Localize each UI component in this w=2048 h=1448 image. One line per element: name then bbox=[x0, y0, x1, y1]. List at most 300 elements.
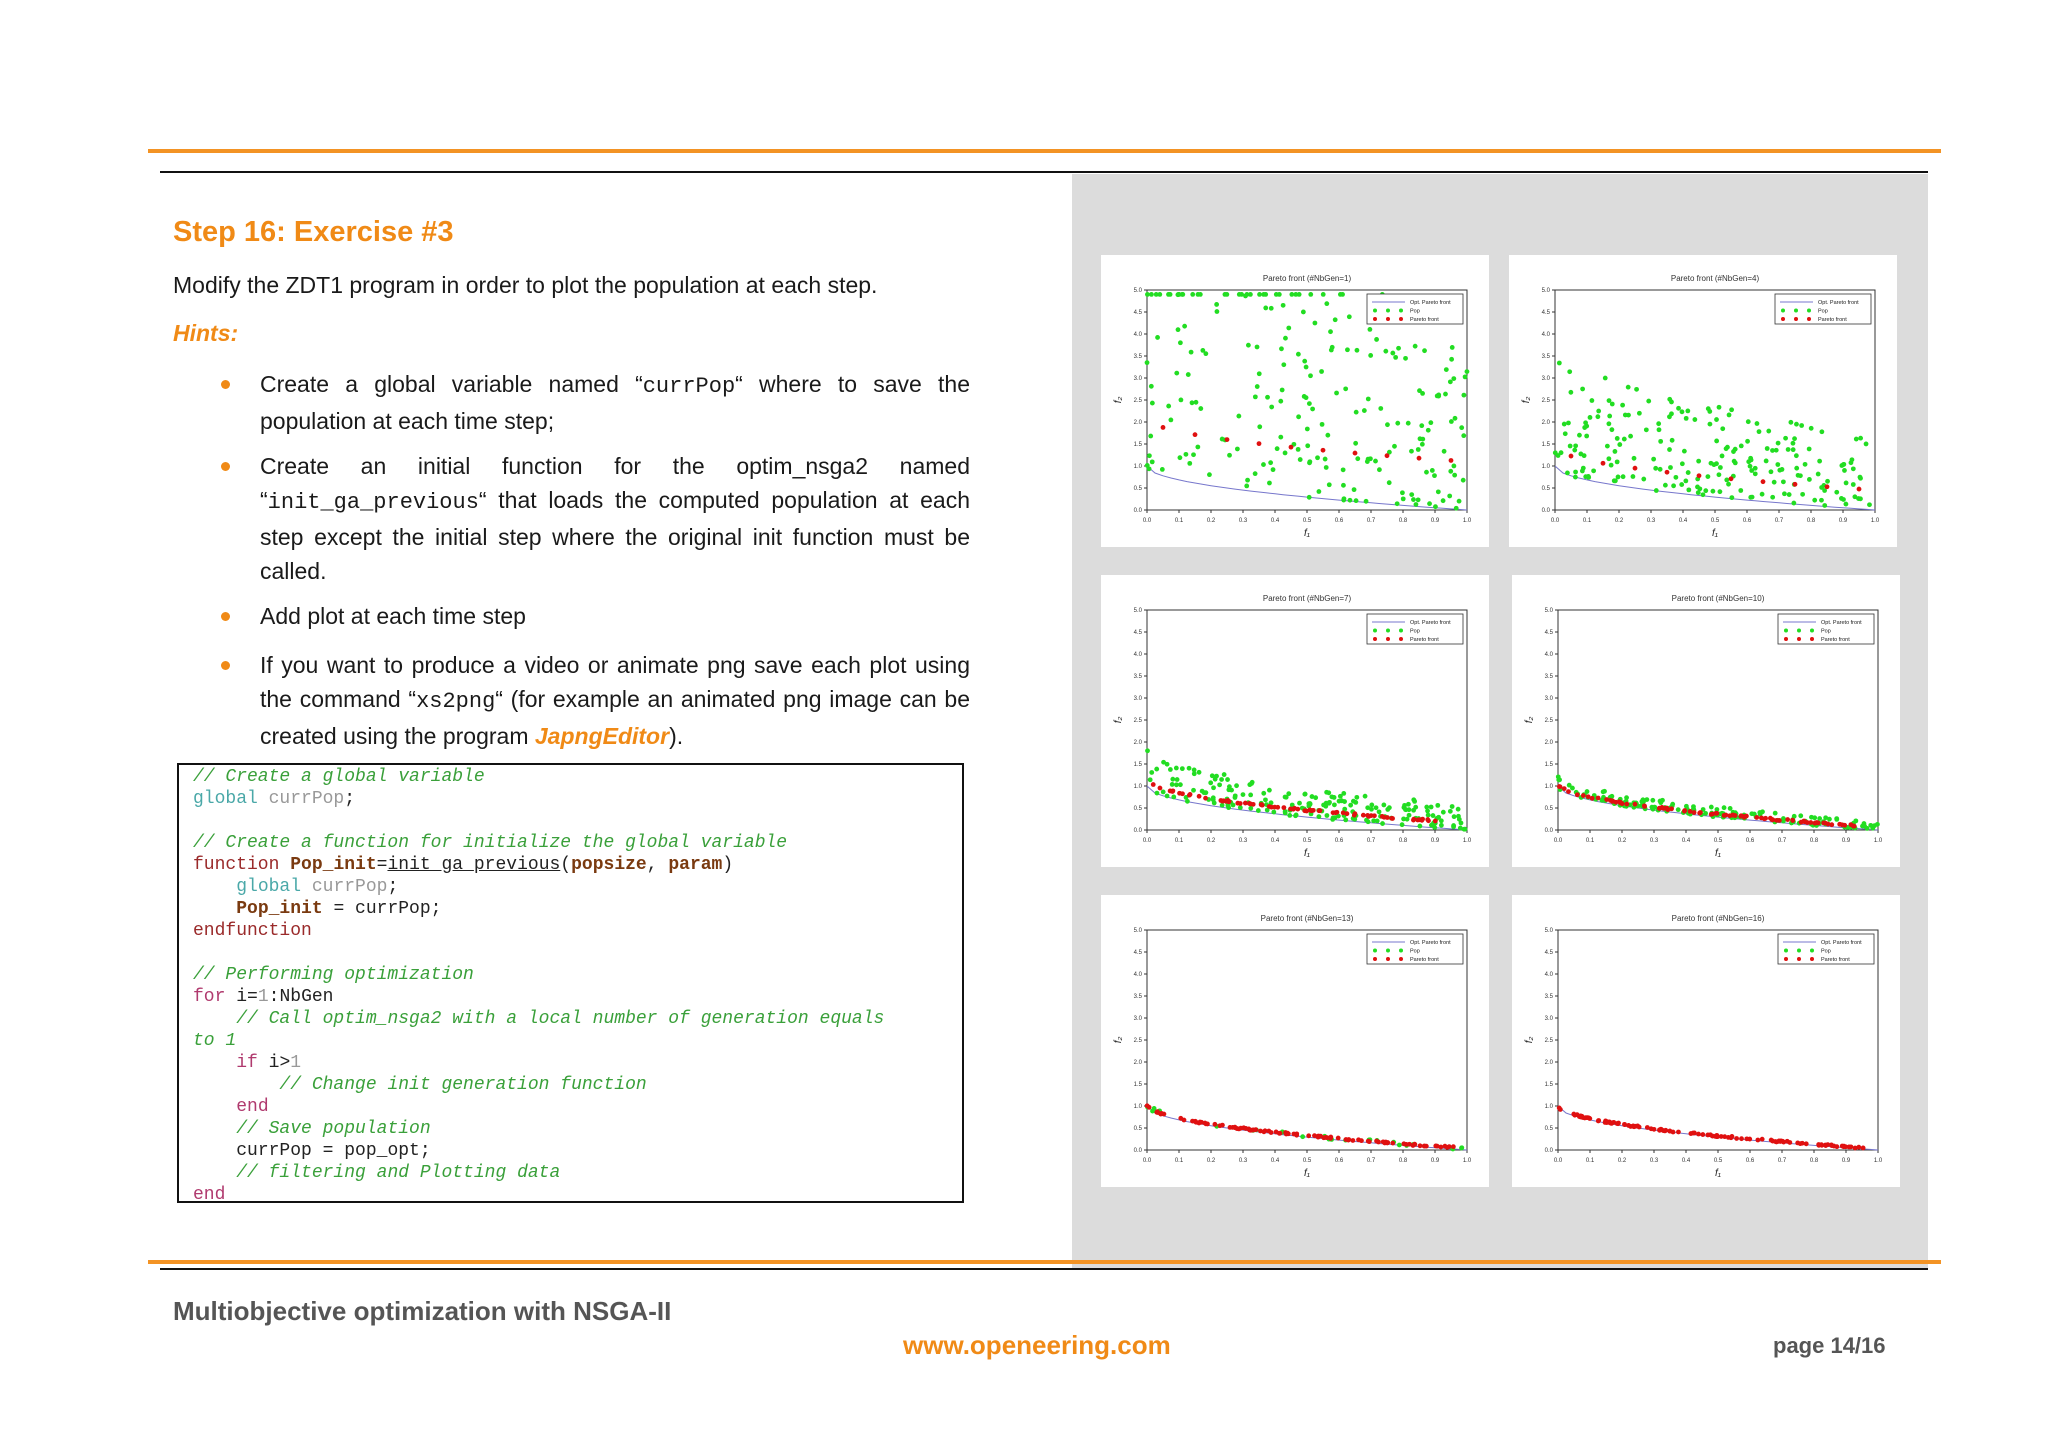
pop-point bbox=[1436, 489, 1441, 494]
pareto-point bbox=[1235, 1126, 1240, 1131]
pop-point bbox=[1145, 360, 1150, 365]
pareto-plot-gen-16 bbox=[1512, 895, 1900, 1187]
y-tick-label: 2.5 bbox=[1541, 398, 1550, 404]
pop-point bbox=[1416, 497, 1421, 502]
pareto-point bbox=[1225, 437, 1230, 442]
pop-point bbox=[1816, 472, 1821, 477]
pop-point bbox=[1430, 468, 1435, 473]
hints-label: Hints: bbox=[173, 320, 239, 346]
pop-point bbox=[1748, 464, 1753, 469]
legend-swatch bbox=[1807, 309, 1811, 313]
x-tick-label: 0.5 bbox=[1713, 1158, 1723, 1164]
legend-label: Pareto front bbox=[1410, 317, 1439, 323]
pop-point bbox=[1255, 384, 1260, 389]
pop-point bbox=[1798, 813, 1803, 818]
pop-point bbox=[1189, 350, 1194, 355]
y-tick-label: 1.0 bbox=[1133, 464, 1142, 470]
x-tick-label: 1.0 bbox=[1462, 838, 1472, 844]
pop-point bbox=[1310, 407, 1315, 412]
pop-point bbox=[1180, 292, 1185, 297]
y-tick-label: 0.0 bbox=[1541, 508, 1550, 514]
header-orange-rule bbox=[148, 149, 1941, 153]
pop-point bbox=[1319, 369, 1324, 374]
pop-point bbox=[1812, 815, 1817, 820]
pop-point bbox=[1234, 783, 1239, 788]
pop-point bbox=[1684, 804, 1689, 809]
y-tick-label: 3.0 bbox=[1544, 696, 1553, 702]
pareto-svg bbox=[1101, 895, 1489, 1187]
legend-swatch bbox=[1386, 317, 1390, 321]
x-tick-label: 0.0 bbox=[1550, 518, 1560, 524]
pareto-svg bbox=[1509, 255, 1897, 547]
pop-point bbox=[1456, 807, 1461, 812]
x-tick-label: 1.0 bbox=[1873, 1158, 1883, 1164]
pareto-point bbox=[1333, 810, 1338, 815]
pop-point bbox=[1304, 395, 1309, 400]
y-tick-label: 2.0 bbox=[1133, 1060, 1142, 1066]
pareto-point bbox=[1278, 1131, 1283, 1136]
pop-point bbox=[1654, 488, 1659, 493]
pop-point bbox=[1621, 474, 1626, 479]
pareto-point bbox=[1734, 1136, 1739, 1141]
pop-point bbox=[1770, 495, 1775, 500]
pop-point bbox=[1807, 477, 1812, 482]
x-tick-label: 0.5 bbox=[1710, 518, 1720, 524]
pareto-point bbox=[1203, 796, 1208, 801]
pareto-point bbox=[1197, 794, 1202, 799]
pop-point bbox=[1296, 352, 1301, 357]
y-tick-label: 2.5 bbox=[1133, 1038, 1142, 1044]
pareto-point bbox=[1321, 448, 1326, 453]
pop-point bbox=[1155, 791, 1160, 796]
pop-point bbox=[1652, 805, 1657, 810]
pareto-point bbox=[1262, 1129, 1267, 1134]
pop-point bbox=[1368, 353, 1373, 358]
y-tick-label: 1.5 bbox=[1544, 762, 1553, 768]
pop-point bbox=[1283, 336, 1288, 341]
x-tick-label: 0.4 bbox=[1270, 518, 1280, 524]
legend-swatch bbox=[1399, 317, 1403, 321]
pop-point bbox=[1637, 411, 1642, 416]
legend-swatch bbox=[1373, 957, 1377, 961]
pareto-point bbox=[1808, 820, 1813, 825]
pareto-plot-gen-1 bbox=[1101, 255, 1489, 547]
pareto-point bbox=[1755, 1138, 1760, 1143]
pop-point bbox=[1203, 351, 1208, 356]
pop-point bbox=[1278, 435, 1283, 440]
pop-point bbox=[1572, 448, 1577, 453]
plot-title: Pareto front (#NbGen=4) bbox=[1670, 274, 1760, 283]
y-tick-label: 1.5 bbox=[1544, 1082, 1553, 1088]
pop-point bbox=[1844, 481, 1849, 486]
pop-point bbox=[1286, 791, 1291, 796]
pareto-point bbox=[1731, 813, 1736, 818]
pop-point bbox=[1595, 414, 1600, 419]
pareto-point bbox=[1842, 823, 1847, 828]
y-tick-label: 3.0 bbox=[1544, 1016, 1553, 1022]
pareto-point bbox=[1781, 1140, 1786, 1145]
pop-point bbox=[1395, 501, 1400, 506]
pop-point bbox=[1313, 321, 1318, 326]
pop-point bbox=[1325, 433, 1330, 438]
y-tick-label: 4.5 bbox=[1544, 630, 1553, 636]
x-tick-label: 1.0 bbox=[1870, 518, 1880, 524]
pop-point bbox=[1757, 429, 1762, 434]
pop-point bbox=[1613, 449, 1618, 454]
pareto-point bbox=[1253, 1127, 1258, 1132]
pop-point bbox=[1148, 777, 1153, 782]
x-tick-label: 0.4 bbox=[1270, 1158, 1280, 1164]
pareto-point bbox=[1359, 1138, 1364, 1143]
pop-point bbox=[1686, 487, 1691, 492]
legend-label: Opt. Pareto front bbox=[1821, 940, 1862, 946]
pop-point bbox=[1195, 445, 1200, 450]
y-tick-label: 2.0 bbox=[1133, 420, 1142, 426]
pareto-point bbox=[1286, 1131, 1291, 1136]
pareto-point bbox=[1411, 818, 1416, 823]
pop-point bbox=[1354, 795, 1359, 800]
pop-point bbox=[1265, 395, 1270, 400]
pop-point bbox=[1289, 292, 1294, 297]
pop-point bbox=[1798, 473, 1803, 478]
pareto-point bbox=[1193, 1119, 1198, 1124]
pop-point bbox=[1305, 427, 1310, 432]
pop-point bbox=[1765, 446, 1770, 451]
pop-point bbox=[1603, 376, 1608, 381]
pop-point bbox=[1393, 355, 1398, 360]
pop-point bbox=[1451, 376, 1456, 381]
pop-point bbox=[1817, 816, 1822, 821]
y-tick-label: 2.0 bbox=[1133, 740, 1142, 746]
pareto-point bbox=[1269, 1130, 1274, 1135]
pop-point bbox=[1269, 306, 1274, 311]
pop-point bbox=[1718, 465, 1723, 470]
pop-point bbox=[1302, 359, 1307, 364]
pop-point bbox=[1413, 805, 1418, 810]
pop-point bbox=[1353, 441, 1358, 446]
pop-point bbox=[1304, 365, 1309, 370]
x-tick-label: 1.0 bbox=[1462, 518, 1472, 524]
pareto-point bbox=[1596, 1119, 1601, 1124]
y-tick-label: 2.5 bbox=[1544, 718, 1553, 724]
pareto-point bbox=[1151, 782, 1156, 787]
pareto-point bbox=[1417, 817, 1422, 822]
plot-title: Pareto front (#NbGen=16) bbox=[1671, 914, 1765, 923]
pop-point bbox=[1842, 468, 1847, 473]
pop-point bbox=[1834, 817, 1839, 822]
pareto-point bbox=[1722, 813, 1727, 818]
pop-point bbox=[1449, 357, 1454, 362]
pareto-point bbox=[1336, 1136, 1341, 1141]
pareto-point bbox=[1569, 454, 1574, 459]
code-init-ga-previous: init_ga_previous bbox=[267, 490, 479, 515]
pareto-point bbox=[1834, 1144, 1839, 1149]
pareto-point bbox=[1614, 800, 1619, 805]
hint-bullet-4: If you want to produce a video or animate png save each plot using the command “xs2png“ (for example an animated png image can be created using the program JapngEditor). bbox=[260, 648, 970, 753]
pop-point bbox=[1696, 459, 1701, 464]
pareto-point bbox=[1841, 1144, 1846, 1149]
pop-point bbox=[1447, 494, 1452, 499]
pop-point bbox=[1584, 434, 1589, 439]
pop-point bbox=[1387, 805, 1392, 810]
pop-point bbox=[1568, 444, 1573, 449]
legend-swatch bbox=[1784, 637, 1788, 641]
x-tick-label: 0.9 bbox=[1838, 518, 1848, 524]
y-tick-label: 0.0 bbox=[1544, 1148, 1553, 1154]
pop-point bbox=[1263, 306, 1268, 311]
pareto-point bbox=[1382, 815, 1387, 820]
pop-point bbox=[1858, 436, 1863, 441]
pareto-point bbox=[1161, 425, 1166, 430]
pareto-point bbox=[1205, 1122, 1210, 1127]
pop-point bbox=[1658, 467, 1663, 472]
pop-point bbox=[1297, 801, 1302, 806]
pareto-point bbox=[1633, 802, 1638, 807]
pop-point bbox=[1772, 480, 1777, 485]
legend-swatch bbox=[1399, 957, 1403, 961]
pop-point bbox=[1174, 766, 1179, 771]
pareto-plot-gen-4 bbox=[1509, 255, 1897, 547]
pop-point bbox=[1403, 356, 1408, 361]
pareto-point bbox=[1562, 786, 1567, 791]
pareto-point bbox=[1435, 1144, 1440, 1149]
pop-point bbox=[1184, 452, 1189, 457]
pop-point bbox=[1229, 788, 1234, 793]
pop-point bbox=[1354, 498, 1359, 503]
y-tick-label: 0.0 bbox=[1133, 508, 1142, 514]
pop-point bbox=[1717, 405, 1722, 410]
pop-point bbox=[1307, 401, 1312, 406]
x-tick-label: 0.2 bbox=[1206, 1158, 1216, 1164]
pop-point bbox=[1718, 489, 1723, 494]
pop-point bbox=[1755, 421, 1760, 426]
legend-label: Pareto front bbox=[1821, 957, 1850, 963]
pop-point bbox=[1377, 809, 1382, 814]
pop-point bbox=[1419, 423, 1424, 428]
plot-legend bbox=[1367, 294, 1463, 324]
pop-point bbox=[1817, 459, 1822, 464]
pop-point bbox=[1411, 497, 1416, 502]
pareto-point bbox=[1318, 808, 1323, 813]
pop-point bbox=[1374, 805, 1379, 810]
pareto-point bbox=[1425, 817, 1430, 822]
pop-point bbox=[1226, 805, 1231, 810]
pop-point bbox=[1663, 483, 1668, 488]
pop-point bbox=[1557, 361, 1562, 366]
pop-point bbox=[1427, 501, 1432, 506]
pareto-point bbox=[1306, 1133, 1311, 1138]
pop-point bbox=[1858, 496, 1863, 501]
pareto-point bbox=[1660, 805, 1665, 810]
pop-point bbox=[1406, 802, 1411, 807]
pop-point bbox=[1685, 408, 1690, 413]
legend-label: Pop bbox=[1410, 628, 1420, 635]
pop-point bbox=[1330, 817, 1335, 822]
legend-label: Pop bbox=[1821, 948, 1831, 955]
pop-point bbox=[1676, 807, 1681, 812]
pop-point bbox=[1343, 386, 1348, 391]
pop-point bbox=[1308, 292, 1313, 297]
x-axis-label: f₁ bbox=[1304, 528, 1310, 539]
pop-point bbox=[1623, 413, 1628, 418]
pareto-point bbox=[1754, 815, 1759, 820]
pareto-point bbox=[1309, 808, 1314, 813]
pop-point bbox=[1463, 827, 1468, 832]
pareto-point bbox=[1662, 1128, 1667, 1133]
pop-point bbox=[1671, 483, 1676, 488]
pop-point bbox=[1452, 473, 1457, 478]
pop-point bbox=[1722, 805, 1727, 810]
pop-point bbox=[1844, 502, 1849, 507]
legend-swatch bbox=[1784, 629, 1788, 633]
plot-title: Pareto front (#NbGen=7) bbox=[1262, 594, 1352, 603]
pareto-point bbox=[1829, 822, 1834, 827]
pareto-point bbox=[1295, 807, 1300, 812]
pop-point bbox=[1166, 292, 1171, 297]
pop-point bbox=[1591, 468, 1596, 473]
legend-label: Opt. Pareto front bbox=[1410, 620, 1451, 626]
legend-swatch bbox=[1373, 637, 1377, 641]
pop-point bbox=[1261, 462, 1266, 467]
pop-point bbox=[1334, 391, 1339, 396]
pop-point bbox=[1294, 813, 1299, 818]
x-tick-label: 0.9 bbox=[1841, 1158, 1851, 1164]
legend-swatch bbox=[1386, 637, 1390, 641]
x-tick-label: 0.7 bbox=[1366, 518, 1376, 524]
x-tick-label: 0.4 bbox=[1681, 1158, 1691, 1164]
pop-point bbox=[1417, 388, 1422, 393]
pop-point bbox=[1436, 394, 1441, 399]
pop-point bbox=[1429, 805, 1434, 810]
pareto-point bbox=[1304, 809, 1309, 814]
pareto-point bbox=[1445, 1145, 1450, 1150]
y-axis-label: f₂ bbox=[1113, 396, 1124, 404]
pop-point bbox=[1315, 455, 1320, 460]
pop-point bbox=[1406, 421, 1411, 426]
pareto-point bbox=[1657, 1127, 1662, 1132]
pop-point bbox=[1624, 795, 1629, 800]
pop-point bbox=[1782, 491, 1787, 496]
legend-swatch bbox=[1399, 629, 1403, 633]
pareto-point bbox=[1193, 432, 1198, 437]
pop-point bbox=[1281, 303, 1286, 308]
pop-point bbox=[1341, 498, 1346, 503]
japngeditor-link[interactable]: JapngEditor bbox=[534, 723, 670, 749]
pop-point bbox=[1422, 348, 1427, 353]
x-tick-label: 0.1 bbox=[1174, 1158, 1184, 1164]
pop-point bbox=[1733, 447, 1738, 452]
pop-point bbox=[1658, 799, 1663, 804]
pop-point bbox=[1703, 488, 1708, 493]
legend-label: Pareto front bbox=[1410, 637, 1439, 643]
pop-point bbox=[1586, 474, 1591, 479]
pareto-point bbox=[1760, 1137, 1765, 1142]
pop-point bbox=[1396, 346, 1401, 351]
pop-point bbox=[1631, 474, 1636, 479]
pop-point bbox=[1301, 310, 1306, 315]
pop-point bbox=[1732, 459, 1737, 464]
pop-point bbox=[1667, 397, 1672, 402]
pareto-point bbox=[1607, 1120, 1612, 1125]
pop-point bbox=[1443, 392, 1448, 397]
pop-point bbox=[1191, 452, 1196, 457]
y-axis-label: f₂ bbox=[1524, 1036, 1535, 1044]
pop-point bbox=[1145, 748, 1150, 753]
pareto-point bbox=[1861, 1146, 1866, 1151]
pop-point bbox=[1305, 443, 1310, 448]
pop-point bbox=[1834, 490, 1839, 495]
pareto-point bbox=[1344, 1137, 1349, 1142]
pop-point bbox=[1414, 502, 1419, 507]
hint-bullet-3: Add plot at each time step bbox=[260, 599, 970, 633]
pareto-point bbox=[1272, 805, 1277, 810]
pop-point bbox=[1147, 466, 1152, 471]
pop-point bbox=[1632, 456, 1637, 461]
pop-point bbox=[1616, 475, 1621, 480]
pareto-point bbox=[1601, 461, 1606, 466]
pop-point bbox=[1582, 425, 1587, 430]
pop-point bbox=[1149, 292, 1154, 297]
pop-point bbox=[1841, 462, 1846, 467]
y-tick-label: 0.5 bbox=[1541, 486, 1550, 492]
pop-point bbox=[1851, 466, 1856, 471]
intro-text: Modify the ZDT1 program in order to plot the population at each step. bbox=[173, 272, 878, 298]
pop-point bbox=[1227, 453, 1232, 458]
pop-point bbox=[1872, 823, 1877, 828]
pop-point bbox=[1764, 459, 1769, 464]
x-tick-label: 0.2 bbox=[1206, 838, 1216, 844]
hint-bullet-2: Create an initial function for the optim_nsga2 named “init_ga_previous“ that loads the computed population at each step except the initial step where the original init function must be called. bbox=[260, 449, 970, 588]
pareto-plot-gen-7 bbox=[1101, 575, 1489, 867]
y-tick-label: 3.5 bbox=[1544, 994, 1553, 1000]
pareto-point bbox=[1221, 798, 1226, 803]
pop-point bbox=[1257, 292, 1262, 297]
x-tick-label: 1.0 bbox=[1462, 1158, 1472, 1164]
pop-point bbox=[1626, 385, 1631, 390]
pop-point bbox=[1401, 496, 1406, 501]
pop-point bbox=[1233, 795, 1238, 800]
y-tick-label: 0.5 bbox=[1544, 1126, 1553, 1132]
pareto-svg bbox=[1101, 575, 1489, 867]
pop-point bbox=[1257, 371, 1262, 376]
legend-label: Pareto front bbox=[1410, 957, 1439, 963]
pareto-point bbox=[1624, 802, 1629, 807]
pop-point bbox=[1241, 792, 1246, 797]
x-tick-label: 0.6 bbox=[1742, 518, 1752, 524]
pop-point bbox=[1154, 767, 1159, 772]
footer-url[interactable]: www.openeering.com bbox=[903, 1330, 1171, 1360]
x-tick-label: 0.5 bbox=[1302, 1158, 1312, 1164]
pop-point bbox=[1459, 1145, 1464, 1150]
x-tick-label: 0.1 bbox=[1585, 1158, 1595, 1164]
pop-point bbox=[1267, 788, 1272, 793]
pop-point bbox=[1261, 292, 1266, 297]
x-tick-label: 0.7 bbox=[1366, 838, 1376, 844]
pop-point bbox=[1807, 447, 1812, 452]
pareto-point bbox=[1848, 1144, 1853, 1149]
pop-point bbox=[1684, 416, 1689, 421]
pop-point bbox=[1791, 447, 1796, 452]
pop-point bbox=[1691, 804, 1696, 809]
pop-point bbox=[1724, 446, 1729, 451]
pop-point bbox=[1316, 489, 1321, 494]
pareto-point bbox=[1618, 801, 1623, 806]
pareto-point bbox=[1411, 1143, 1416, 1148]
legend-swatch bbox=[1373, 629, 1377, 633]
pop-point bbox=[1441, 498, 1446, 503]
pareto-point bbox=[1622, 1122, 1627, 1127]
pareto-point bbox=[1729, 476, 1734, 481]
